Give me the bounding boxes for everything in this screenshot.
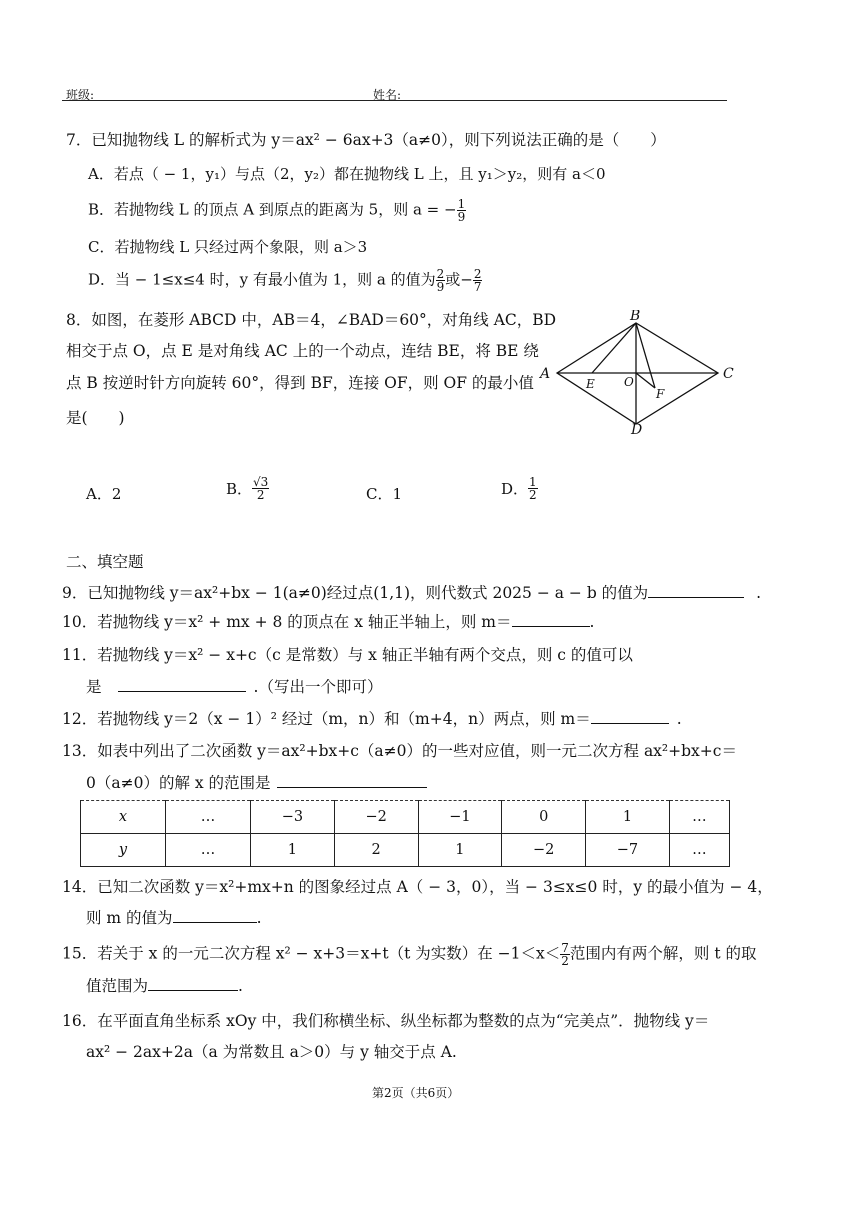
q10-text: 10．若抛物线 y＝x² + mx + 8 的顶点在 x 轴正半轴上，则 m＝ . (62, 613, 595, 631)
q11-line-1: 11．若抛物线 y＝x² − x+c（c 是常数）与 x 轴正半轴有两个交点，则 c 的值可以 (62, 646, 633, 664)
q8-option-c: C．1 (366, 485, 403, 503)
table-cell: 2 (334, 834, 418, 867)
class-label: 班级: (66, 88, 95, 102)
q12-text: 12．若抛物线 y＝2（x − 1）² 经过（m，n）和（m+4，n）两点，则 m＝ . (62, 710, 682, 728)
label-c: C (723, 366, 734, 382)
table-cell: 1 (418, 834, 502, 867)
q10-answer-blank[interactable] (512, 612, 590, 627)
section-title-fill-in: 二、填空题 (66, 553, 144, 571)
q7-option-d-fraction-1: $\frac{2}{9}$ (436, 267, 445, 294)
q15-line-1: 15．若关于 x 的一元二次方程 x² − x+3＝x+t（t 为实数）在 −1＜x＜ $\frac{7}{2}$ 范围内有两个解，则 t 的取 (62, 941, 757, 968)
q14-line-2: 则 m 的值为 . (86, 909, 262, 927)
value-table (80, 800, 730, 867)
q8-line-1: 8．如图，在菱形 ABCD 中，AB＝4，∠BAD＝60°，对角线 AC，BD (66, 311, 557, 329)
q14-line-1: 14．已知二次函数 y＝x²+mx+n 的图象经过点 A（ − 3，0），当 − 3≤x≤0 时，y 的最小值为 − 4， (62, 878, 773, 896)
q9-text: 9．已知抛物线 y＝ax²+bx − 1(a≠0)经过点(1,1)，则代数式 2025 − a − b 的值为 . (62, 584, 762, 602)
q7-option-d (88, 268, 482, 293)
label-o: O (624, 375, 634, 389)
page-footer: 第2页（共6页） (372, 1086, 460, 1100)
table-cell: −2 (502, 834, 586, 867)
q8-line-4: 是( ) (66, 409, 125, 427)
header-rule (62, 100, 727, 101)
q9-answer-blank[interactable] (648, 583, 744, 598)
q15-line-2: 值范围为 . (86, 977, 243, 995)
q7-option-b (88, 198, 466, 223)
q8-line-2: 相交于点 O，点 E 是对角线 AC 上的一个动点，连结 BE，将 BE 绕 (66, 342, 539, 360)
label-e: E (586, 377, 595, 391)
q8-option-d-fraction: $\frac{1}{2}$ (529, 475, 537, 502)
table-row-y (81, 834, 730, 867)
table-cell: … (669, 801, 729, 834)
q15-answer-blank[interactable] (148, 976, 238, 991)
table-cell: −2 (334, 801, 418, 834)
q12-answer-blank[interactable] (591, 709, 669, 724)
q13-line-2: 0（a≠0）的解 x 的范围是 (86, 773, 427, 793)
table-cell: y (81, 834, 166, 867)
q8-option-b-fraction: $\frac{√3}{2}$ (253, 475, 269, 502)
q7-stem: 7．已知抛物线 L 的解析式为 y＝ax² − 6ax+3（a≠0），则下列说法正确的是（ ） (66, 131, 666, 149)
label-b: B (630, 310, 641, 324)
q8-option-d: D． $\frac{1}{2}$ (501, 475, 537, 502)
table-cell: 1 (586, 801, 670, 834)
table-cell: 1 (251, 834, 335, 867)
q7-option-b-fraction: $\frac{1}{9}$ (457, 197, 466, 224)
q11-answer-blank[interactable] (118, 677, 246, 692)
label-f: F (656, 387, 665, 401)
q7-option-d-fraction-2: $\frac{2}{7}$ (473, 267, 482, 294)
q7-option-c: C．若抛物线 L 只经过两个象限，则 a＞3 (88, 238, 368, 256)
rhombus-figure (530, 310, 740, 435)
q14-answer-blank[interactable] (173, 908, 257, 923)
q13-answer-blank[interactable] (277, 773, 427, 788)
q13-line-1: 13．如表中列出了二次函数 y＝ax²+bx+c（a≠0）的一些对应值，则一元二次方程 ax²+bx+c＝ (62, 742, 737, 760)
label-d: D (631, 422, 643, 435)
table-cell: −3 (251, 801, 335, 834)
label-a: A (540, 366, 551, 382)
q8-line-3: 点 B 按逆时针方向旋转 60°，得到 BF，连接 OF，则 OF 的最小值 (66, 374, 534, 392)
q16-line-2: ax² − 2ax+2a（a 为常数且 a＞0）与 y 轴交于点 A. (86, 1043, 457, 1061)
q7-option-d-text: D．当 − 1≤x≤4 时，y 有最小值为 1，则 a 的值为 (88, 270, 436, 289)
q7-option-a: A．若点（ − 1，y₁）与点（2，y₂）都在抛物线 L 上，且 y₁＞y₂，则有 a＜0 (88, 165, 606, 183)
table-cell: 0 (502, 801, 586, 834)
table-cell: … (669, 834, 729, 867)
table-cell: −7 (586, 834, 670, 867)
q7-option-b-text: B．若抛物线 L 的顶点 A 到原点的距离为 5，则 a = − (88, 200, 457, 219)
name-label: 姓名: (373, 88, 402, 102)
q7-option-d-mid: 或− (445, 270, 473, 289)
q16-line-1: 16．在平面直角坐标系 xOy 中，我们称横坐标、纵坐标都为整数的点为“完美点”．抛物线 y＝ (62, 1012, 710, 1030)
table-row-x (81, 801, 730, 834)
segment-be (592, 323, 636, 373)
table-cell: x (81, 801, 166, 834)
q11-line-2: 是 .（写出一个即可） (86, 678, 383, 696)
table-cell: … (166, 801, 251, 834)
table-cell: … (166, 834, 251, 867)
q15-fraction: $\frac{7}{2}$ (561, 941, 569, 968)
q8-option-b: B． $\frac{√3}{2}$ (226, 475, 269, 502)
q8-option-a: A．2 (86, 485, 122, 503)
table-cell: −1 (418, 801, 502, 834)
